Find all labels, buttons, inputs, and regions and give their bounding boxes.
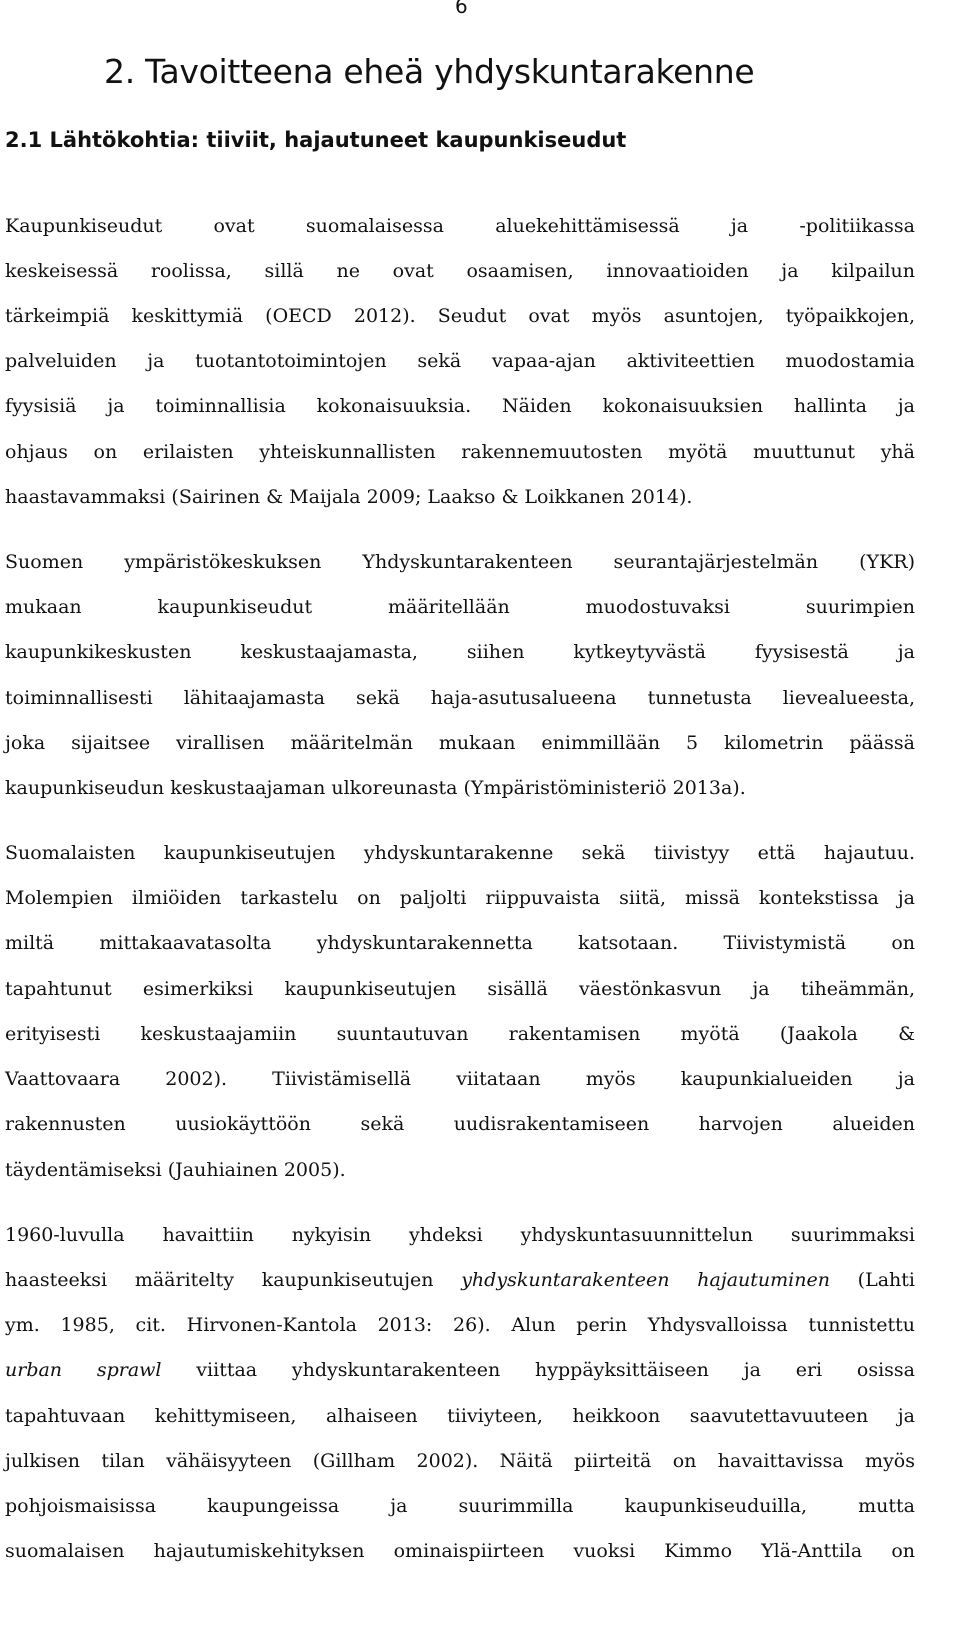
text-line: ym. 1985, cit. Hirvonen-Kantola 2013: 26). Alun perin Yhdysvalloissa tunnistettu [5,1314,915,1336]
text-line: tapahtuvaan kehittymiseen, alhaiseen tiiviyteen, heikkoon saavutettavuuteen ja [5,1405,915,1427]
text-segment: (Lahti [829,1269,915,1291]
text-line [5,1357,915,1403]
text-line: mukaan kaupunkiseudut määritellään muodostuvaksi suurimpien [5,596,915,618]
text-segment: viittaa yhdyskuntarakenteen hyppäyksittäiseen ja eri osissa [161,1359,916,1381]
text-line: Kaupunkiseudut ovat suomalaisessa aluekehittämisessä ja -politiikassa [5,215,915,237]
text-line: kaupunkikeskusten keskustaajamasta, siihen kytkeytyvästä fyysisestä ja [5,641,915,663]
text-line: tapahtunut esimerkiksi kaupunkiseutujen sisällä väestönkasvun ja tiheämmän, [5,978,915,1000]
text-line: Suomen ympäristökeskuksen Yhdyskuntarakenteen seurantajärjestelmän (YKR) [5,551,915,573]
text-line: 1960-luvulla havaittiin nykyisin yhdeksi yhdyskuntasuunnittelun suurimmaksi [5,1224,915,1246]
text-line [5,1267,915,1313]
text-line: fyysisiä ja toiminnallisia kokonaisuuksia. Näiden kokonaisuuksien hallinta ja [5,395,915,417]
italic-text: urban sprawl [5,1359,162,1381]
section-title: 2.1 Lähtökohtia: tiiviit, hajautuneet kaupunkiseudut [5,128,627,152]
text-line: julkisen tilan vähäisyyteen (Gillham 2002). Näitä piirteitä on havaittavissa myös [5,1450,915,1472]
text-line: miltä mittakaavatasolta yhdyskuntarakennetta katsotaan. Tiivistymistä on [5,932,915,954]
chapter-title: 2. Tavoitteena eheä yhdyskuntarakenne [104,52,755,91]
text-line: joka sijaitsee virallisen määritelmän mukaan enimmillään 5 kilometrin päässä [5,732,915,754]
text-segment: haasteeksi määritelty kaupunkiseutujen [5,1269,462,1291]
text-line: tärkeimpiä keskittymiä (OECD 2012). Seudut ovat myös asuntojen, työpaikkojen, [5,305,915,327]
text-line: toiminnallisesti lähitaajamasta sekä haja-asutusalueena tunnetusta lievealueesta, [5,687,915,709]
text-line: erityisesti keskustaajamiin suuntautuvan rakentamisen myötä (Jaakola & [5,1023,915,1045]
text-line: ohjaus on erilaisten yhteiskunnallisten rakennemuutosten myötä muuttunut yhä [5,441,915,463]
text-line: rakennusten uusiokäyttöön sekä uudisrakentamiseen harvojen alueiden [5,1113,915,1135]
text-line: palveluiden ja tuotantotoimintojen sekä vapaa-ajan aktiviteettien muodostamia [5,350,915,372]
text-line: Suomalaisten kaupunkiseutujen yhdyskuntarakenne sekä tiivistyy että hajautuu. [5,842,915,864]
text-line: kaupunkiseudun keskustaajaman ulkoreunasta (Ympäristöministeriö 2013a). [5,777,746,799]
text-line: haastavammaksi (Sairinen & Maijala 2009; Laakso & Loikkanen 2014). [5,486,693,508]
text-line: Molempien ilmiöiden tarkastelu on paljolti riippuvaista siitä, missä kontekstissa ja [5,887,915,909]
text-line: täydentämiseksi (Jauhiainen 2005). [5,1159,346,1181]
text-line: keskeisessä roolissa, sillä ne ovat osaamisen, innovaatioiden ja kilpailun [5,260,915,282]
text-line: suomalaisen hajautumiskehityksen ominaispiirteen vuoksi Kimmo Ylä-Anttila on [5,1540,915,1562]
text-line: pohjoismaisissa kaupungeissa ja suurimmilla kaupunkiseuduilla, mutta [5,1495,915,1517]
italic-text: yhdyskuntarakenteen hajautuminen [461,1269,830,1291]
page-number: 6 [455,0,468,18]
text-line: Vaattovaara 2002). Tiivistämisellä viitataan myös kaupunkialueiden ja [5,1068,915,1090]
